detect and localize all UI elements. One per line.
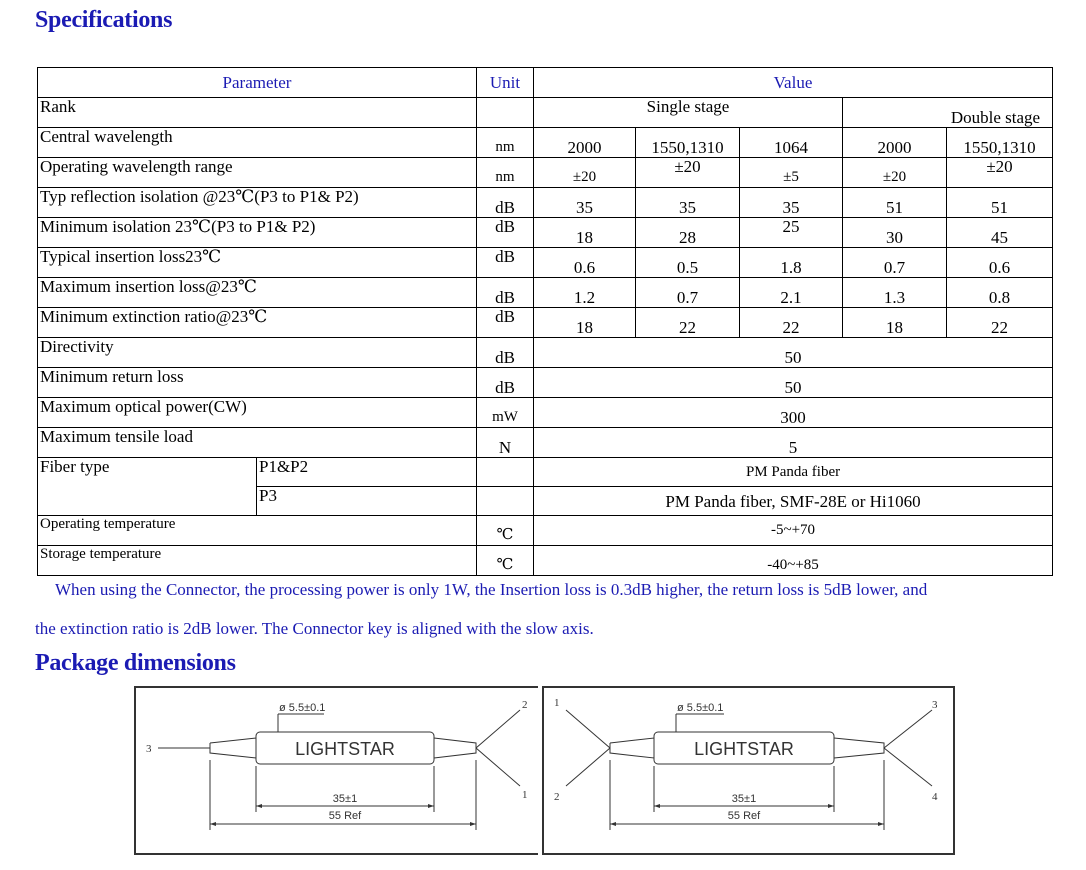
brand-label: LIGHTSTAR — [295, 739, 395, 759]
param-cell: Minimum isolation 23℃(P3 to P1& P2) — [38, 218, 477, 248]
value-cell: 22 — [740, 308, 843, 338]
value-cell: 0.6 — [947, 248, 1053, 278]
port-label: 3 — [932, 699, 938, 711]
value-cell: 28 — [636, 218, 740, 248]
value-cell: 5 — [534, 428, 1053, 458]
param-cell: Maximum optical power(CW) — [38, 398, 477, 428]
table-row — [38, 278, 1053, 308]
fiber-p3-label: P3 — [257, 487, 477, 516]
value-cell: 0.7 — [636, 278, 740, 308]
table-row — [38, 248, 1053, 278]
param-cell: Maximum insertion loss@23℃ — [38, 278, 477, 308]
param-cell: Typ reflection isolation @23℃(P3 to P1& P2) — [38, 188, 477, 218]
total-length-label: 55 Ref — [328, 810, 362, 822]
value-cell: 1.8 — [740, 248, 843, 278]
fiber-row-p12 — [38, 458, 1053, 487]
fiber-p12-value: PM Panda fiber — [534, 458, 1053, 487]
value-cell: 1550,1310 — [636, 128, 740, 158]
unit-cell — [477, 487, 534, 516]
value-cell: 50 — [534, 338, 1053, 368]
rank-unit-cell — [477, 98, 534, 128]
drawing-left-svg — [136, 688, 540, 853]
body-length-label: 35±1 — [731, 793, 757, 805]
table-row — [38, 338, 1053, 368]
unit-cell: dB — [477, 218, 534, 248]
value-cell: 1550,1310 — [947, 128, 1053, 158]
value-cell: 22 — [947, 308, 1053, 338]
param-cell: Minimum return loss — [38, 368, 477, 398]
value-cell: ±20 — [636, 158, 740, 188]
unit-cell: dB — [477, 278, 534, 308]
value-cell: 300 — [534, 398, 1053, 428]
value-cell: 35 — [636, 188, 740, 218]
table-row — [38, 398, 1053, 428]
value-cell: 0.8 — [947, 278, 1053, 308]
rank-double-stage: Double stage — [843, 98, 1053, 128]
param-cell: Central wavelength — [38, 128, 477, 158]
specifications-heading: Specifications — [35, 7, 173, 33]
drawing-single-port-isolator — [134, 686, 542, 855]
note-text-line1: When using the Connector, the processing power is only 1W, the Insertion loss is 0.3dB higher, the return loss is 5dB lower, and — [55, 580, 928, 599]
value-cell: ±20 — [534, 158, 636, 188]
value-cell: 51 — [843, 188, 947, 218]
unit-cell: dB — [477, 368, 534, 398]
unit-cell — [477, 458, 534, 487]
drawing-dual-port-isolator — [542, 686, 955, 855]
table-row — [38, 368, 1053, 398]
diameter-label: ø 5.5±0.1 — [677, 702, 724, 714]
param-cell: Typical insertion loss23℃ — [38, 248, 477, 278]
brand-label: LIGHTSTAR — [694, 739, 794, 759]
port-label: 1 — [522, 789, 528, 801]
value-cell: 35 — [740, 188, 843, 218]
param-cell: Operating wavelength range — [38, 158, 477, 188]
total-length-label: 55 Ref — [727, 810, 761, 822]
value-cell: 1064 — [740, 128, 843, 158]
table-row — [38, 428, 1053, 458]
param-cell: Directivity — [38, 338, 477, 368]
unit-cell: nm — [477, 158, 534, 188]
value-cell: ±20 — [843, 158, 947, 188]
value-cell: 1.3 — [843, 278, 947, 308]
port-label: 3 — [146, 743, 152, 755]
port-label: 1 — [554, 697, 560, 709]
specifications-table — [37, 67, 1053, 576]
unit-cell: nm — [477, 128, 534, 158]
value-cell: -5~+70 — [534, 516, 1053, 546]
unit-cell: ℃ — [477, 516, 534, 546]
port-label: 2 — [522, 699, 528, 711]
value-cell: 22 — [636, 308, 740, 338]
value-cell: 18 — [534, 308, 636, 338]
fiber-type-label: Fiber type — [38, 458, 257, 516]
table-row — [38, 546, 1053, 576]
port-label: 4 — [932, 791, 938, 803]
rank-single-stage: Single stage — [534, 98, 843, 128]
value-cell: 0.6 — [534, 248, 636, 278]
header-unit: Unit — [477, 68, 534, 98]
value-cell: 30 — [843, 218, 947, 248]
value-cell: 2.1 — [740, 278, 843, 308]
header-parameter: Parameter — [38, 68, 477, 98]
param-cell: Storage temperature — [38, 546, 477, 576]
diameter-label: ø 5.5±0.1 — [279, 702, 326, 714]
fiber-p3-value: PM Panda fiber, SMF-28E or Hi1060 — [534, 487, 1053, 516]
fiber-p12-label: P1&P2 — [257, 458, 477, 487]
table-row — [38, 158, 1053, 188]
unit-cell: dB — [477, 338, 534, 368]
unit-cell: N — [477, 428, 534, 458]
value-cell: 45 — [947, 218, 1053, 248]
body-length-label: 35±1 — [332, 793, 358, 805]
value-cell: 0.7 — [843, 248, 947, 278]
table-header-row — [38, 68, 1053, 98]
unit-cell: dB — [477, 308, 534, 338]
unit-cell: dB — [477, 188, 534, 218]
value-cell: 51 — [947, 188, 1053, 218]
unit-cell: ℃ — [477, 546, 534, 576]
value-cell: 0.5 — [636, 248, 740, 278]
value-cell: 35 — [534, 188, 636, 218]
unit-cell: mW — [477, 398, 534, 428]
value-cell: ±20 — [947, 158, 1053, 188]
param-cell: Minimum extinction ratio@23℃ — [38, 308, 477, 338]
port-label: 2 — [554, 791, 560, 803]
rank-row — [38, 98, 1053, 128]
table-row — [38, 128, 1053, 158]
value-cell: 2000 — [534, 128, 636, 158]
note-text-line2: the extinction ratio is 2dB lower. The Connector key is aligned with the slow axis. — [35, 619, 594, 638]
value-cell: 18 — [534, 218, 636, 248]
rank-label: Rank — [38, 98, 477, 128]
value-cell: 50 — [534, 368, 1053, 398]
unit-cell: dB — [477, 248, 534, 278]
table-row — [38, 308, 1053, 338]
table-row — [38, 516, 1053, 546]
param-cell: Operating temperature — [38, 516, 477, 546]
value-cell: 1.2 — [534, 278, 636, 308]
value-cell: -40~+85 — [534, 546, 1053, 576]
value-cell: 2000 — [843, 128, 947, 158]
value-cell: 18 — [843, 308, 947, 338]
value-cell: 25 — [740, 218, 843, 248]
param-cell: Maximum tensile load — [38, 428, 477, 458]
value-cell: ±5 — [740, 158, 843, 188]
drawing-right-svg — [544, 688, 953, 853]
header-value: Value — [534, 68, 1053, 98]
package-dimensions-heading: Package dimensions — [35, 650, 236, 676]
table-row — [38, 218, 1053, 248]
table-row — [38, 188, 1053, 218]
